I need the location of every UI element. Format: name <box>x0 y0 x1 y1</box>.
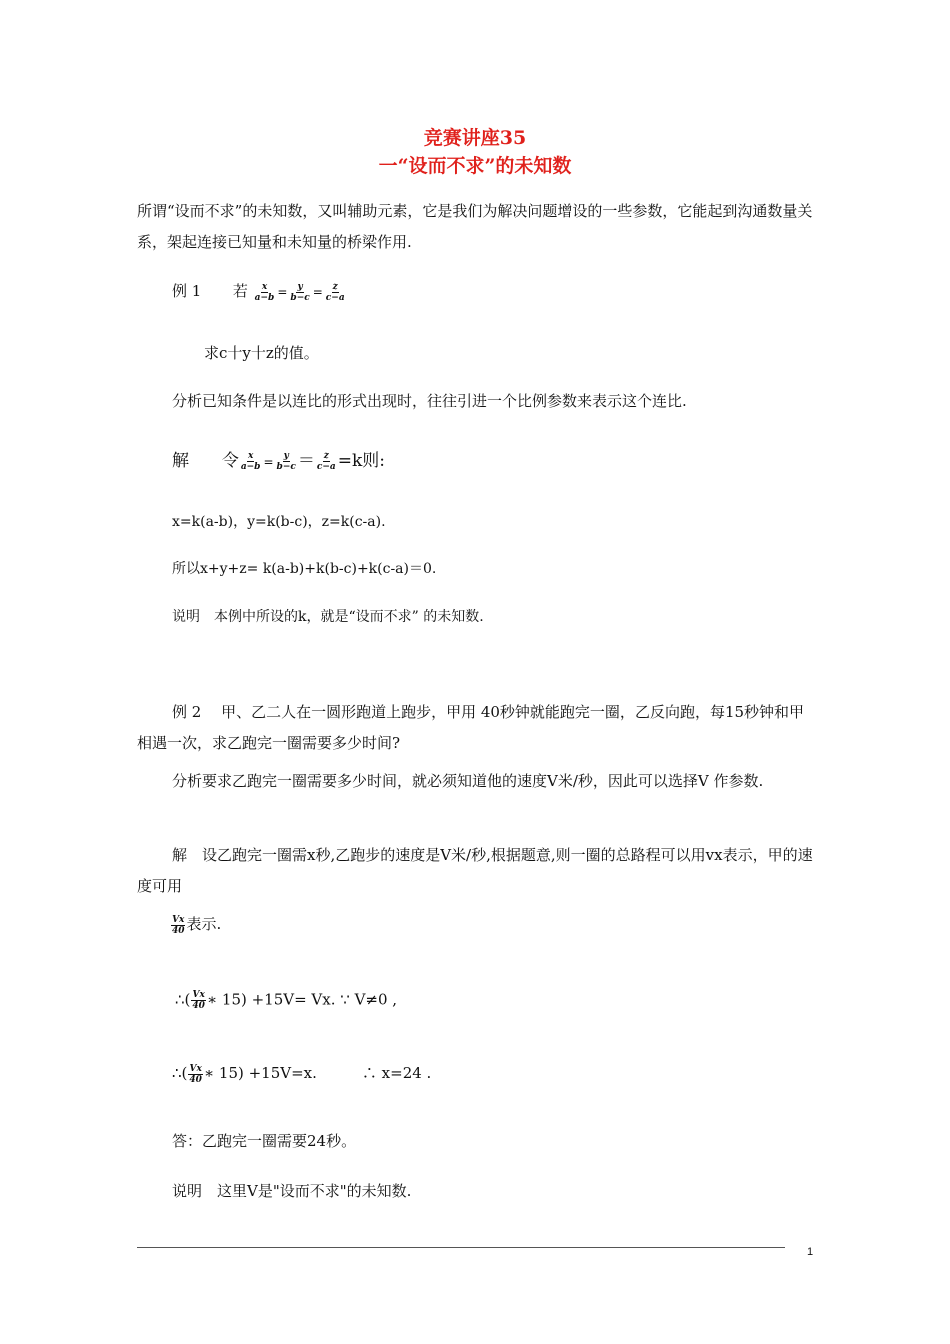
example-1-analysis: 分析已知条件是以连比的形式出现时，往往引进一个比例参数来表示这个连比. <box>172 392 687 410</box>
lecture-title: 竞赛讲座35 <box>423 127 527 149</box>
solution-label: 解 <box>172 451 189 471</box>
example-1-note: 说明 本例中所设的k，就是“设而不求” 的未知数. <box>172 609 484 625</box>
equation-1: ∴( $\frac{Vx}{40}$ ∗ 15) +15V= Vx. ∵ V≠0 , <box>175 990 398 1011</box>
if-word: 若 <box>232 282 248 300</box>
footer-divider <box>137 1247 785 1248</box>
example-1-question: 求c十y十z的值。 <box>204 344 319 362</box>
example-1-xyz-line: x=k(a-b)，y=k(b-c)，z=k(c-a). <box>172 514 386 530</box>
page-number: 1 <box>807 1246 814 1258</box>
example-2-note: 说明 这里V是"设而不求"的未知数. <box>172 1182 412 1200</box>
speed-fraction-line: $\frac{Vx}{40}$ 表示. <box>172 914 222 936</box>
fraction-vx-over-40: $\frac{Vx}{40}$ <box>172 914 185 936</box>
fraction-x-over-a-minus-b: $\frac{x}{a-b}$ <box>254 281 275 303</box>
example-1-sum-line: 所以x+y+z= k(a-b)+k(b-c)+k(c-a)＝0. <box>172 561 437 577</box>
example-2-answer: 答：乙跑完一圈需要24秒。 <box>172 1132 357 1150</box>
fraction-z-over-c-minus-a: $\frac{z}{c-a}$ <box>325 281 345 303</box>
example-2-analysis: 分析要求乙跑完一圈需要多少时间，就必须知道他的速度V米/秒，因此可以选择V 作参数. <box>172 772 764 790</box>
example-2-solution: 解 设乙跑完一圈需x秒,乙跑步的速度是V米/秒,根据题意,则一圈的总路程可以用vx表示，甲的速度可用 <box>137 846 813 895</box>
let-word: 令 <box>221 451 239 471</box>
example-1-statement: 例 1 若 $\frac{x}{a-b}$ = $\frac{y}{b-c}$ = $\frac{z}{c-a}$ <box>172 281 345 303</box>
lecture-subtitle: 一“设而不求”的未知数 <box>378 155 572 177</box>
example-2-problem: 例 2 甲、乙二人在一圆形跑道上跑步，甲用 40秒钟就能跑完一圈，乙反向跑，每15秒钟和甲相遇一次，求乙跑完一圈需要多少时间? <box>137 703 805 752</box>
intro-paragraph: 所谓“设而不求”的未知数，又叫辅助元素，它是我们为解决问题增设的一些参数，它能起到沟通数量关系，架起连接已知量和未知量的桥梁作用. <box>137 202 813 251</box>
equation-2: ∴( $\frac{Vx}{40}$ ∗ 15) +15V=x. ∴ x=24 . <box>172 1063 432 1085</box>
fraction-y-over-b-minus-c: $\frac{y}{b-c}$ <box>290 281 310 303</box>
equals-k-then: =k则: <box>337 451 386 471</box>
example-1-solution: 解 令 $\frac{x}{a-b}$ = $\frac{y}{b-c}$ ＝ $\frac{z}{c-a}$ =k则: <box>172 451 386 472</box>
example-1-label: 例 1 <box>172 282 202 300</box>
